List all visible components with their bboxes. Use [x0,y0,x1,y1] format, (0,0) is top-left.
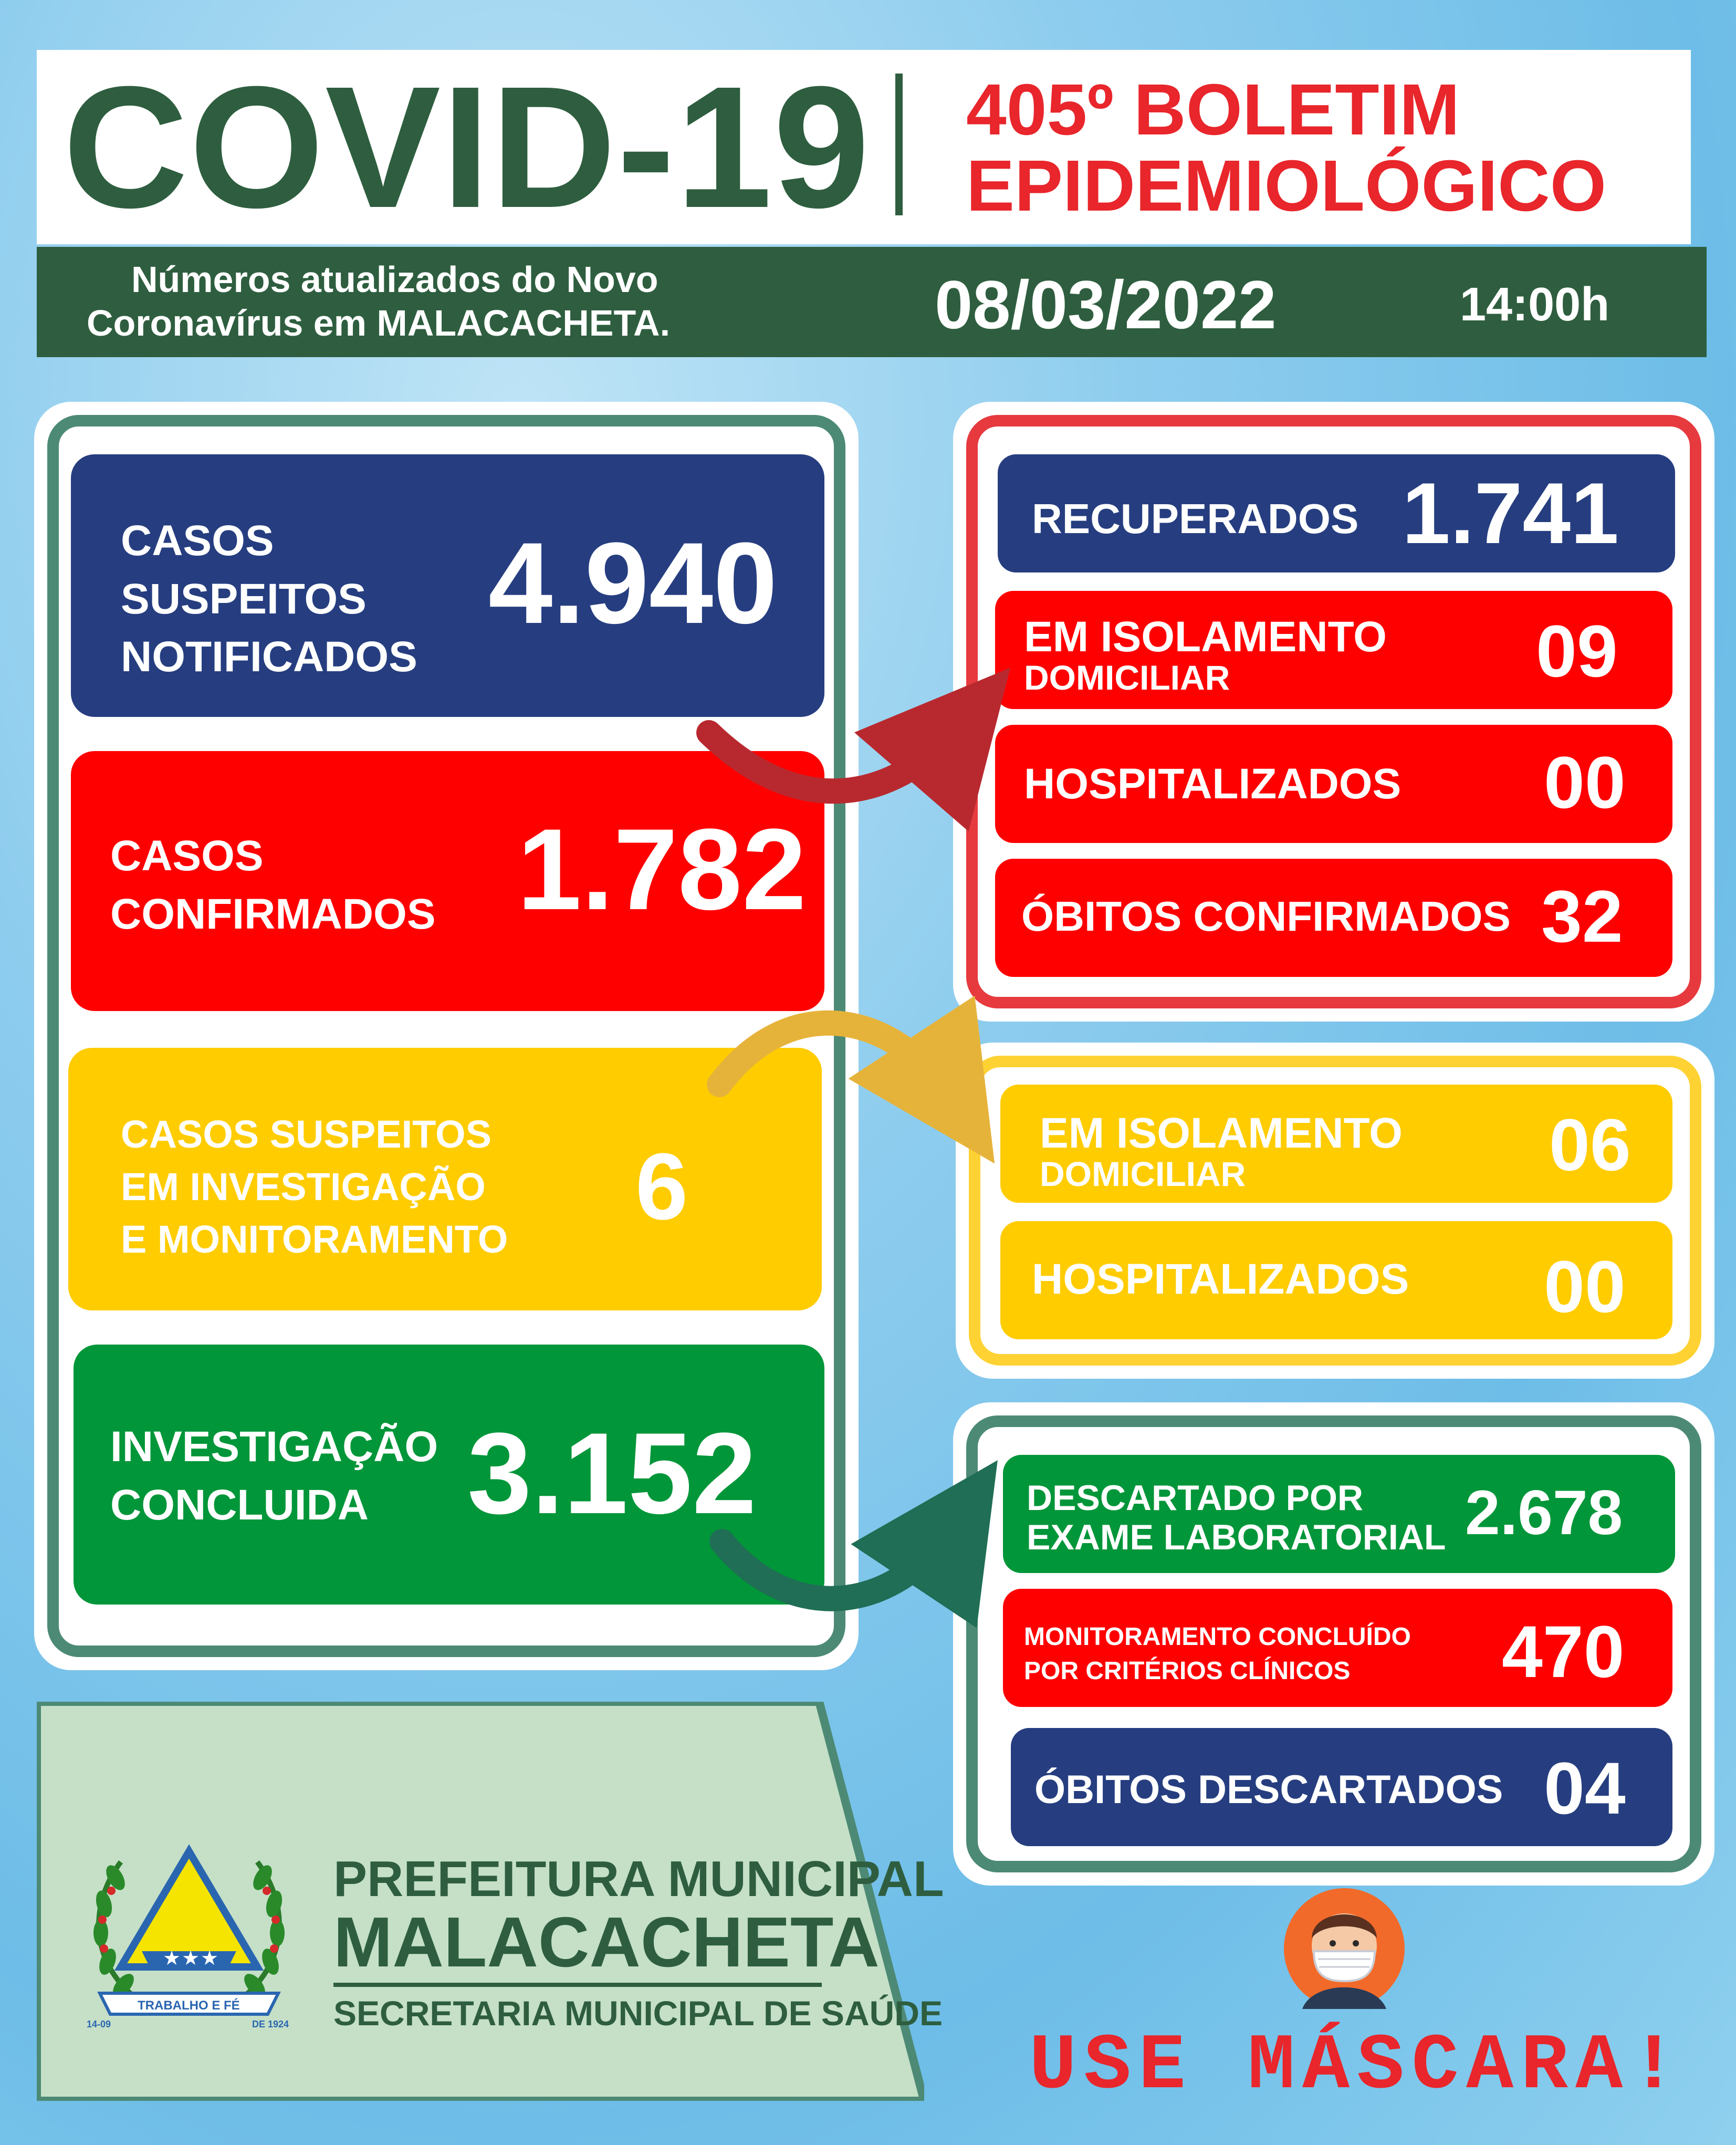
page-title: COVID-19 [63,50,871,244]
deaths-discarded-value: 04 [1544,1747,1626,1829]
arrow-confirmed [709,725,961,791]
under-investigation-label: CASOS SUSPEITOS EM INVESTIGAÇÃO E MONITORAMENTO [121,1112,508,1261]
suspected-home-isolation-value: 06 [1549,1103,1631,1186]
arrow-concluded [722,1523,956,1599]
bulletin-number: 405º BOLETIM [966,69,1460,150]
org-name-line1: PREFEITURA MUNICIPAL [333,1851,944,1907]
discarded-lab-label: DESCARTADO POR EXAME LABORATORIAL [1027,1478,1446,1557]
arrow-suspected [719,1023,953,1100]
org-name-line3: SECRETARIA MUNICIPAL DE SAÚDE [333,1994,943,2033]
confirmed-value: 1.782 [517,805,807,934]
org-divider [333,1983,822,1987]
subtitle-line1: Números atualizados do Novo [131,259,658,300]
suspected-hospitalized-label: HOSPITALIZADOS [1032,1255,1409,1303]
subtitle-line2: Coronavírus em MALACACHETA. [87,303,671,343]
discarded-lab-value: 2.678 [1465,1477,1623,1548]
deaths-discarded-label: ÓBITOS DESCARTADOS [1034,1767,1503,1812]
confirmed-label: CASOS CONFIRMADOS [110,832,436,938]
bulletin-time: 14:00h [1460,278,1610,331]
crest-date-right: DE 1924 [252,2019,289,2029]
svg-text:★: ★ [163,1946,181,1970]
confirmed-hospitalized-label: HOSPITALIZADOS [1024,760,1402,808]
recovered-label: RECUPERADOS [1032,495,1359,542]
bulletin-type: EPIDEMIOLÓGICO [966,145,1607,226]
under-investigation-value: 6 [635,1134,688,1240]
svg-text:★: ★ [201,1946,219,1970]
use-mask-slogan: USE MÁSCARA! [1029,2022,1685,2111]
investigation-concluded-value: 3.152 [467,1409,757,1538]
confirmed-hospitalized-value: 00 [1544,741,1626,824]
recovered-value: 1.741 [1402,465,1619,561]
mask-avatar-icon [1281,1886,1407,2012]
suspected-notified-label: CASOS SUSPEITOS NOTIFICADOS [121,517,417,681]
suspected-notified-value: 4.940 [488,518,778,648]
svg-text:★: ★ [182,1946,200,1970]
crest-motto: TRABALHO E FÉ [138,1998,240,2013]
org-name-line2: MALACACHETA [333,1902,880,1982]
investigation-concluded-label: INVESTIGAÇÃO CONCLUIDA [110,1423,438,1529]
bulletin-date: 08/03/2022 [935,266,1277,343]
suspected-home-isolation-label: EM ISOLAMENTO DOMICILIAR [1040,1109,1403,1194]
monitoring-concluded-label: MONITORAMENTO CONCLUÍDO POR CRITÉRIOS CLÍNICOS [1024,1623,1411,1685]
confirmed-home-isolation-value: 09 [1536,610,1618,692]
deaths-confirmed-value: 32 [1541,875,1623,957]
monitoring-concluded-value: 470 [1502,1610,1625,1693]
deaths-confirmed-label: ÓBITOS CONFIRMADOS [1021,893,1511,940]
crest-date-left: 14-09 [87,2019,111,2029]
confirmed-home-isolation-label: EM ISOLAMENTO DOMICILIAR [1024,613,1387,697]
suspected-hospitalized-value: 00 [1544,1245,1626,1328]
